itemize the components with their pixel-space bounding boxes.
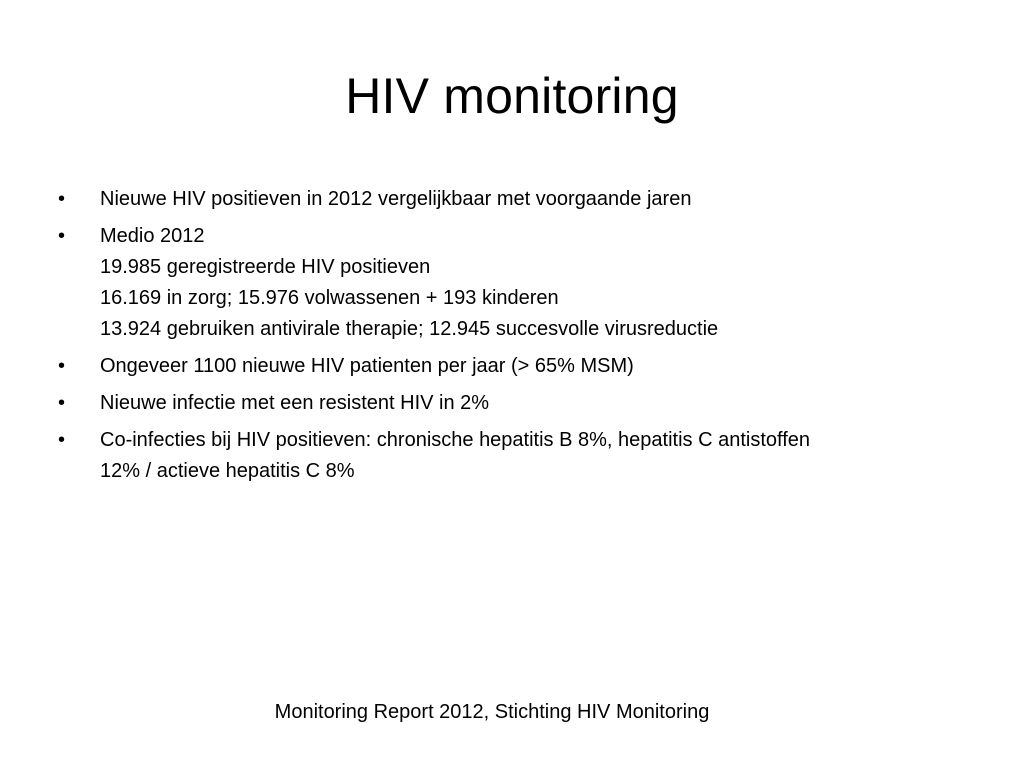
- bullet-item: [58, 425, 958, 487]
- bullet-text: Co-infecties bij HIV positieven: chronische hepatitis B 8%, hepatitis C antistoffen: [100, 429, 810, 451]
- bullet-glyph: •: [58, 188, 66, 210]
- bullet-glyph: •: [58, 355, 66, 377]
- bullet-list: [58, 184, 958, 493]
- bullet-subline: 13.924 gebruiken antivirale therapie; 12.945 succesvolle virusreductie: [100, 318, 719, 340]
- bullet-glyph: •: [58, 429, 66, 451]
- bullet-item: [58, 388, 958, 419]
- bullet-glyph: •: [58, 392, 66, 414]
- bullet-item: [58, 351, 958, 382]
- bullet-text: Nieuwe HIV positieven in 2012 vergelijkbaar met voorgaande jaren: [100, 188, 692, 210]
- bullet-item: [58, 221, 958, 345]
- bullet-item: [58, 184, 958, 215]
- bullet-text: Medio 2012: [100, 225, 205, 247]
- bullet-glyph: •: [58, 225, 66, 247]
- source-citation: Monitoring Report 2012, Stichting HIV Monitoring: [274, 701, 710, 723]
- bullet-text: Nieuwe infectie met een resistent HIV in 2%: [100, 392, 490, 414]
- bullet-subline: 12% / actieve hepatitis C 8%: [100, 460, 355, 482]
- slide-title: HIV monitoring: [345, 68, 679, 124]
- bullet-subline: 16.169 in zorg; 15.976 volwassenen + 193 kinderen: [100, 287, 559, 309]
- bullet-subline: 19.985 geregistreerde HIV positieven: [100, 256, 431, 278]
- bullet-text: Ongeveer 1100 nieuwe HIV patienten per jaar (> 65% MSM): [100, 355, 634, 377]
